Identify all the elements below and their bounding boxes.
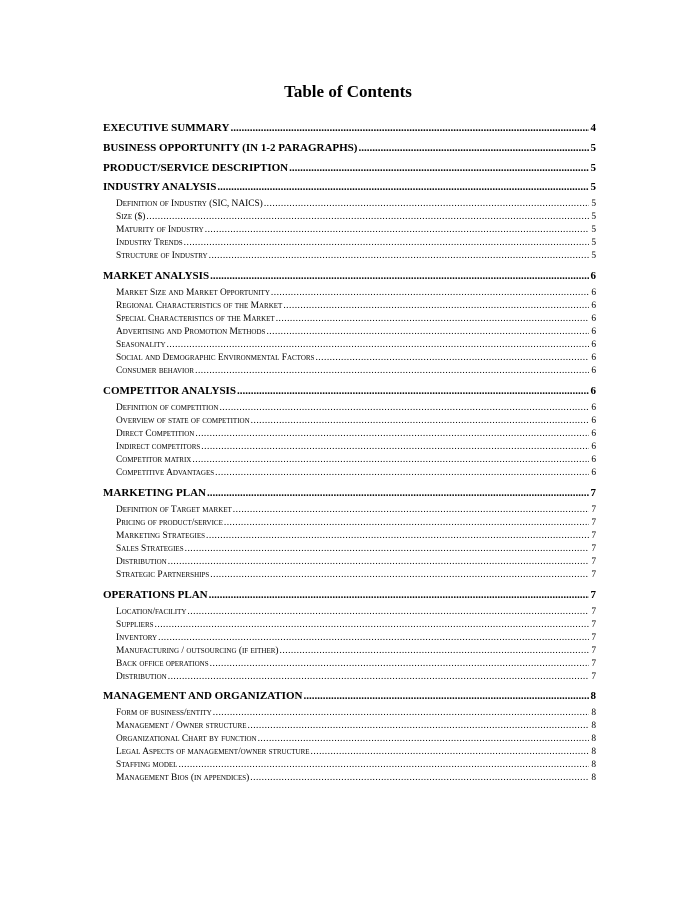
dot-leader bbox=[210, 270, 588, 283]
toc-page-number: 5 bbox=[590, 181, 596, 194]
toc-page-number: 8 bbox=[591, 773, 596, 784]
dot-leader bbox=[303, 690, 588, 703]
toc-subsection[interactable] bbox=[103, 211, 596, 224]
toc-page-number: 8 bbox=[591, 721, 596, 732]
toc-subsection[interactable] bbox=[103, 645, 596, 658]
toc-subsection[interactable] bbox=[103, 543, 596, 556]
toc-page-number: 6 bbox=[591, 441, 596, 452]
toc-page-number: 7 bbox=[591, 658, 596, 669]
dot-leader bbox=[158, 632, 589, 645]
toc-entry-label: Location/facility bbox=[116, 606, 187, 617]
toc-page-number: 7 bbox=[590, 588, 596, 601]
toc-entry-label: Advertising and Promotion Methods bbox=[116, 327, 266, 338]
toc-entry-label: Strategic Partnerships bbox=[116, 569, 210, 580]
toc-entry-label: Definition of Target market bbox=[116, 504, 232, 515]
toc-entry-label: Competitive Advantages bbox=[116, 467, 215, 478]
toc-subsection[interactable] bbox=[103, 707, 596, 720]
toc-entry-label: Competitor matrix bbox=[116, 454, 192, 465]
dot-leader bbox=[250, 772, 589, 785]
dot-leader bbox=[224, 517, 589, 530]
dot-leader bbox=[251, 415, 590, 428]
toc-entry-label: Staffing model bbox=[116, 760, 178, 771]
page-title: Table of Contents bbox=[284, 82, 412, 101]
toc-section[interactable] bbox=[103, 690, 596, 703]
toc-entry-label: INDUSTRY ANALYSIS bbox=[103, 181, 217, 194]
toc-subsection[interactable] bbox=[103, 658, 596, 671]
toc-entry-label: Form of business/entity bbox=[116, 708, 212, 719]
toc-page-number: 6 bbox=[590, 384, 596, 397]
toc-page-number: 8 bbox=[591, 747, 596, 758]
dot-leader bbox=[289, 162, 588, 175]
toc-page-number: 6 bbox=[591, 415, 596, 426]
toc-subsection[interactable] bbox=[103, 352, 596, 365]
toc-page-number: 5 bbox=[590, 141, 596, 154]
toc-entry-label: Management / Owner structure bbox=[116, 721, 247, 732]
toc-page-number: 6 bbox=[590, 270, 596, 283]
toc-page-number: 6 bbox=[591, 288, 596, 299]
toc-entry-label: Management Bios (in appendices) bbox=[116, 773, 250, 784]
dot-leader bbox=[230, 122, 588, 135]
toc-entry-label: MANAGEMENT AND ORGANIZATION bbox=[103, 690, 303, 703]
toc-entry-label: Industry Trends bbox=[116, 238, 183, 249]
toc-subsection[interactable] bbox=[103, 402, 596, 415]
toc-subsection[interactable] bbox=[103, 287, 596, 300]
toc-section[interactable] bbox=[103, 122, 596, 135]
toc-subsection[interactable] bbox=[103, 746, 596, 759]
toc-page-number: 6 bbox=[591, 327, 596, 338]
toc-subsection[interactable] bbox=[103, 428, 596, 441]
dot-leader bbox=[210, 569, 589, 582]
toc-entry-label: Consumer behavior bbox=[116, 366, 195, 377]
toc-page-number: 7 bbox=[591, 556, 596, 567]
toc-page-number: 7 bbox=[591, 504, 596, 515]
toc-section[interactable] bbox=[103, 142, 596, 155]
toc-section[interactable] bbox=[103, 270, 596, 283]
toc-subsection[interactable] bbox=[103, 454, 596, 467]
toc-page-number: 7 bbox=[591, 543, 596, 554]
toc-entry-label: BUSINESS OPPORTUNITY (IN 1-2 PARAGRAPHS) bbox=[103, 141, 358, 154]
dot-leader bbox=[283, 300, 589, 313]
dot-leader bbox=[192, 454, 589, 467]
dot-leader bbox=[207, 487, 589, 500]
toc-subsection[interactable] bbox=[103, 759, 596, 772]
dot-leader bbox=[264, 198, 590, 211]
dot-leader bbox=[271, 287, 589, 300]
toc-subsection[interactable] bbox=[103, 720, 596, 733]
toc-page-number: 7 bbox=[590, 486, 596, 499]
toc-entry-label: Size ($) bbox=[116, 212, 146, 223]
toc-section[interactable] bbox=[103, 385, 596, 398]
toc-subsection[interactable] bbox=[103, 300, 596, 313]
toc-page-number: 7 bbox=[591, 619, 596, 630]
dot-leader bbox=[187, 606, 589, 619]
dot-leader bbox=[219, 402, 589, 415]
toc-page-number: 5 bbox=[590, 161, 596, 174]
toc-entry-label: Special Characteristics of the Market bbox=[116, 314, 275, 325]
dot-leader bbox=[217, 181, 588, 194]
dot-leader bbox=[311, 746, 590, 759]
toc-page-number: 6 bbox=[591, 340, 596, 351]
dot-leader bbox=[195, 365, 589, 378]
toc-page-number: 5 bbox=[591, 251, 596, 262]
dot-leader bbox=[195, 428, 589, 441]
toc-entry-label: Suppliers bbox=[116, 619, 154, 630]
toc-page-number: 7 bbox=[591, 632, 596, 643]
toc-subsection[interactable] bbox=[103, 671, 596, 684]
toc-subsection[interactable] bbox=[103, 772, 596, 785]
toc-page-number: 6 bbox=[591, 454, 596, 465]
dot-leader bbox=[206, 530, 589, 543]
toc-entry-label: Regional Characteristics of the Market bbox=[116, 301, 283, 312]
toc-entry-label: OPERATIONS PLAN bbox=[103, 588, 208, 601]
toc-entry-label: Inventory bbox=[116, 632, 158, 643]
toc-subsection[interactable] bbox=[103, 250, 596, 263]
toc-section[interactable] bbox=[103, 487, 596, 500]
dot-leader bbox=[248, 720, 590, 733]
dot-leader bbox=[215, 467, 589, 480]
toc-page-number: 5 bbox=[591, 212, 596, 223]
dot-leader bbox=[358, 142, 588, 155]
toc-entry-label: Distribution bbox=[116, 671, 167, 682]
toc-page-number: 7 bbox=[591, 671, 596, 682]
toc-entry-label: Back office operations bbox=[116, 658, 209, 669]
toc-entry-label: Market Size and Market Opportunity bbox=[116, 288, 270, 299]
toc-page-number: 5 bbox=[591, 225, 596, 236]
dot-leader bbox=[280, 645, 590, 658]
toc-page-number: 7 bbox=[591, 606, 596, 617]
toc-subsection[interactable] bbox=[103, 556, 596, 569]
dot-leader bbox=[237, 385, 589, 398]
toc-entry-label: EXECUTIVE SUMMARY bbox=[103, 122, 230, 134]
dot-leader bbox=[146, 211, 589, 224]
dot-leader bbox=[205, 224, 590, 237]
toc-entry-label: Sales Strategies bbox=[116, 543, 184, 554]
dot-leader bbox=[167, 339, 590, 352]
toc-entry-label: Organizational Chart by function bbox=[116, 734, 257, 745]
toc-entry-label: Direct Competition bbox=[116, 428, 195, 439]
dot-leader bbox=[258, 733, 590, 746]
toc-page-number: 5 bbox=[591, 238, 596, 249]
toc-entry-label: Manufacturing / outsourcing (if either) bbox=[116, 645, 279, 656]
dot-leader bbox=[210, 658, 590, 671]
toc-entry-label: MARKETING PLAN bbox=[103, 486, 206, 499]
toc-subsection[interactable] bbox=[103, 530, 596, 543]
toc-page-number: 7 bbox=[591, 530, 596, 541]
toc-entry-label: Indirect competitors bbox=[116, 441, 201, 452]
toc-subsection[interactable] bbox=[103, 504, 596, 517]
toc-page-number: 8 bbox=[591, 734, 596, 745]
toc-entry-label: MARKET ANALYSIS bbox=[103, 270, 210, 283]
toc-entry-label: Overview of state of competition bbox=[116, 415, 250, 426]
dot-leader bbox=[209, 250, 590, 263]
toc-page-number: 6 bbox=[591, 428, 596, 439]
toc-entry-label: Definition of competition bbox=[116, 402, 219, 413]
toc-subsection[interactable] bbox=[103, 467, 596, 480]
toc-subsection[interactable] bbox=[103, 632, 596, 645]
dot-leader bbox=[266, 326, 589, 339]
toc-entry-label: Social and Demographic Environmental Factors bbox=[116, 353, 315, 364]
toc-page-number: 7 bbox=[591, 569, 596, 580]
toc-page-number: 4 bbox=[590, 122, 596, 134]
toc-page-number: 7 bbox=[591, 645, 596, 656]
toc-entry-label: PRODUCT/SERVICE DESCRIPTION bbox=[103, 161, 289, 174]
toc-subsection[interactable] bbox=[103, 733, 596, 746]
toc-subsection[interactable] bbox=[103, 517, 596, 530]
toc-subsection[interactable] bbox=[103, 569, 596, 582]
toc-subsection[interactable] bbox=[103, 606, 596, 619]
toc-section[interactable] bbox=[103, 181, 596, 194]
toc-entry-label: Definition of Industry (SIC, NAICS) bbox=[116, 199, 263, 210]
toc-entry-label: Maturity of Industry bbox=[116, 225, 204, 236]
toc-page-number: 6 bbox=[591, 467, 596, 478]
toc-page-number: 8 bbox=[591, 760, 596, 771]
toc-section[interactable] bbox=[103, 162, 596, 175]
dot-leader bbox=[168, 671, 590, 684]
toc-subsection[interactable] bbox=[103, 313, 596, 326]
dot-leader bbox=[178, 759, 589, 772]
toc-page-number: 6 bbox=[591, 366, 596, 377]
dot-leader bbox=[213, 707, 590, 720]
dot-leader bbox=[168, 556, 590, 569]
toc-subsection[interactable] bbox=[103, 339, 596, 352]
toc-section[interactable] bbox=[103, 589, 596, 602]
toc-page-number: 8 bbox=[591, 708, 596, 719]
toc-page-number: 6 bbox=[591, 402, 596, 413]
toc-subsection[interactable] bbox=[103, 365, 596, 378]
toc-entry-label: Structure of Industry bbox=[116, 251, 208, 262]
toc-subsection[interactable] bbox=[103, 326, 596, 339]
dot-leader bbox=[276, 313, 590, 326]
toc-subsection[interactable] bbox=[103, 619, 596, 632]
toc-entry-label: Seasonality bbox=[116, 340, 166, 351]
dot-leader bbox=[315, 352, 589, 365]
table-of-contents bbox=[103, 122, 596, 785]
toc-subsection[interactable] bbox=[103, 441, 596, 454]
toc-subsection[interactable] bbox=[103, 224, 596, 237]
toc-page-number: 6 bbox=[591, 314, 596, 325]
toc-subsection[interactable] bbox=[103, 415, 596, 428]
toc-entry-label: COMPETITOR ANALYSIS bbox=[103, 384, 236, 397]
toc-page-number: 7 bbox=[591, 517, 596, 528]
dot-leader bbox=[209, 589, 589, 602]
toc-page-number: 5 bbox=[591, 199, 596, 210]
toc-page-number: 6 bbox=[591, 301, 596, 312]
toc-entry-label: Legal Aspects of management/owner structure bbox=[116, 747, 310, 758]
dot-leader bbox=[155, 619, 590, 632]
dot-leader bbox=[233, 504, 590, 517]
toc-subsection[interactable] bbox=[103, 198, 596, 211]
toc-page-number: 6 bbox=[591, 353, 596, 364]
dot-leader bbox=[184, 237, 590, 250]
toc-page-number: 8 bbox=[590, 690, 596, 703]
toc-entry-label: Marketing Strategies bbox=[116, 530, 205, 541]
toc-subsection[interactable] bbox=[103, 237, 596, 250]
dot-leader bbox=[185, 543, 590, 556]
toc-entry-label: Pricing of product/service bbox=[116, 517, 223, 528]
dot-leader bbox=[201, 441, 589, 454]
toc-entry-label: Distribution bbox=[116, 556, 167, 567]
